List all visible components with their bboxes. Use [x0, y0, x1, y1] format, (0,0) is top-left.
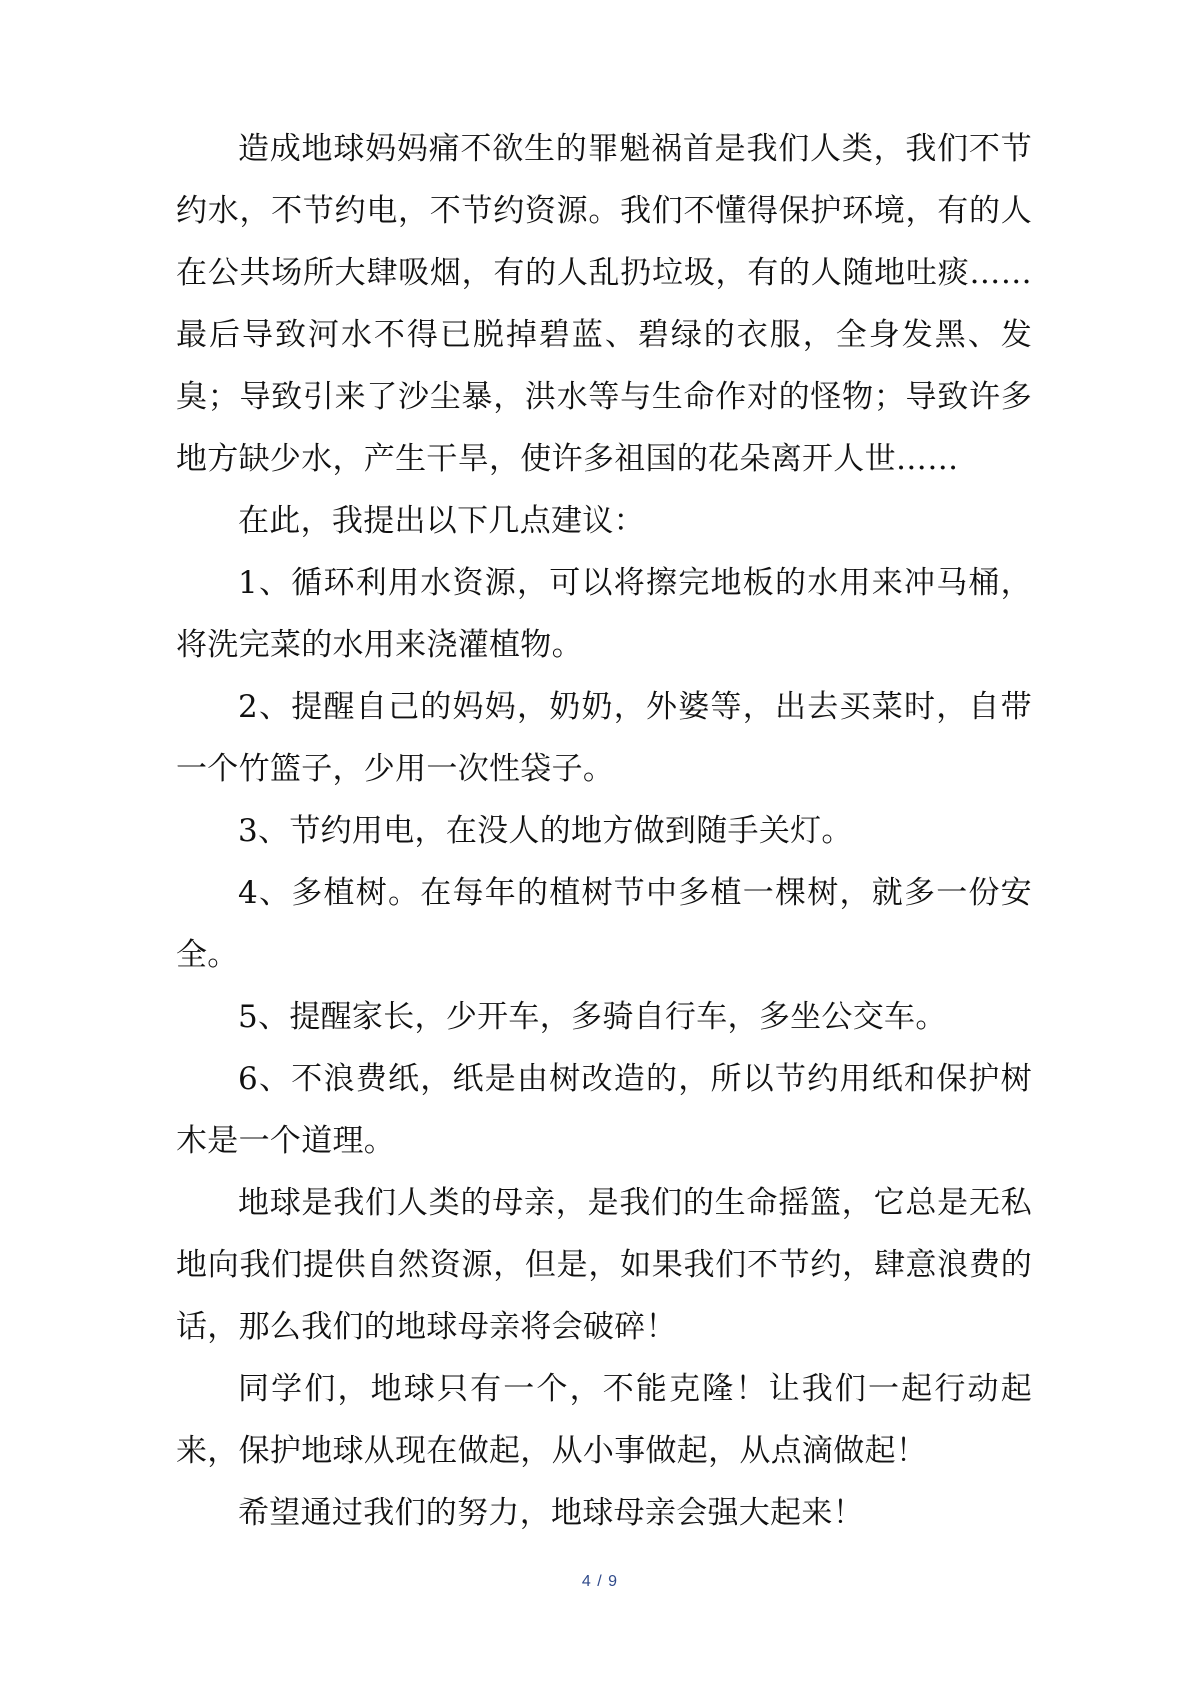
- paragraph-suggestion-3: 3、节约用电，在没人的地方做到随手关灯。: [238, 813, 853, 849]
- document-body: [176, 118, 1032, 1544]
- paragraph-suggestion-1: 1、循环利用水资源，可以将擦完地板的水用来冲马桶，将洗完菜的水用来浇灌植物。: [176, 565, 1032, 663]
- paragraph-call-to-action: 同学们，地球只有一个，不能克隆！让我们一起行动起来，保护地球从现在做起，从小事做起，从点滴做起！: [176, 1371, 1032, 1469]
- page-number: 4 / 9: [581, 1573, 619, 1590]
- paragraph-suggestion-2: 2、提醒自己的妈妈，奶奶，外婆等，出去买菜时，自带一个竹篮子，少用一次性袋子。: [176, 689, 1032, 787]
- paragraph-suggestions-intro: 在此，我提出以下几点建议：: [238, 503, 645, 539]
- paragraph-earth-mother: 地球是我们人类的母亲，是我们的生命摇篮，它总是无私地向我们提供自然资源，但是，如果我们不节约，肆意浪费的话，那么我们的地球母亲将会破碎！: [176, 1185, 1032, 1345]
- paragraph-closing-hope: 希望通过我们的努力，地球母亲会强大起来！: [238, 1495, 864, 1531]
- paragraph-suggestion-6: 6、不浪费纸，纸是由树改造的，所以节约用纸和保护树木是一个道理。: [176, 1061, 1032, 1159]
- paragraph-problem-causes: 造成地球妈妈痛不欲生的罪魁祸首是我们人类，我们不节约水，不节约电，不节约资源。我们不懂得保护环境，有的人在公共场所大肆吸烟，有的人乱扔垃圾，有的人随地吐痰……最后导致河水不得已脱掉碧蓝、碧绿的衣服，全身发黑、发臭；导致引来了沙尘暴，洪水等与生命作对的怪物；导致许多地方缺少水，产生干旱，使许多祖国的花朵离开人世……: [176, 131, 1032, 477]
- paragraph-suggestion-4: 4、多植树。在每年的植树节中多植一棵树，就多一份安全。: [176, 875, 1032, 973]
- paragraph-suggestion-5: 5、提醒家长，少开车，多骑自行车，多坐公交车。: [238, 999, 947, 1035]
